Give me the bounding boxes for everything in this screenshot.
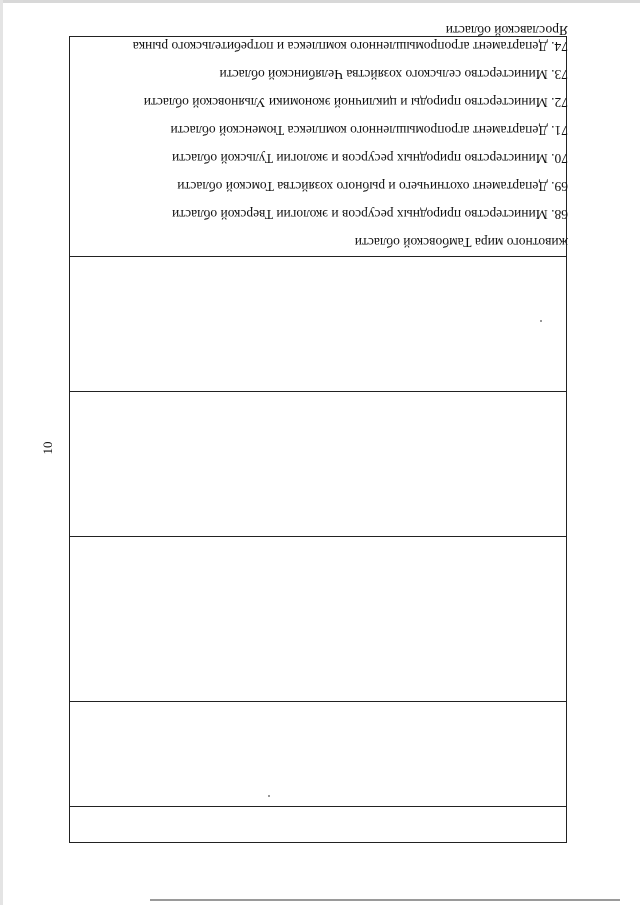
- list-item: 71. Департамент агропромышленного комплекса Тюменской области: [170, 123, 568, 138]
- list-item: 70. Министерство природных ресурсов и экологии Тульской области: [172, 151, 568, 166]
- list-item: 69. Департамент охотничьего и рыбного хозяйства Томской области: [177, 179, 568, 194]
- scan-speck: [540, 320, 542, 322]
- document-table: [69, 23, 568, 843]
- table-divider-5: [70, 806, 566, 807]
- scan-edge-left: [0, 0, 3, 905]
- scan-edge-top: [0, 0, 640, 3]
- page-number: 10: [40, 441, 55, 455]
- scan-speck: [268, 795, 270, 797]
- list-item: 68. Министерство природных ресурсов и экологии Тверской области: [172, 207, 568, 222]
- organization-list-cell: [70, 23, 568, 256]
- list-item: 73. Министерство сельского хозяйства Челябинской области: [219, 67, 568, 82]
- table-divider-4: [70, 701, 566, 702]
- table-divider-2: [70, 391, 566, 392]
- list-item: 74. Департамент агропромышленного комплекса и потребительского рынка Ярославской области: [132, 23, 568, 54]
- list-item: 72. Министерство природы и цикличной экономики Ульяновской области: [143, 95, 568, 110]
- scan-edge-bottom: [150, 899, 620, 901]
- table-divider-3: [70, 536, 566, 537]
- list-item: животного мира Тамбовской области: [354, 235, 568, 250]
- table-divider-1: [70, 256, 566, 257]
